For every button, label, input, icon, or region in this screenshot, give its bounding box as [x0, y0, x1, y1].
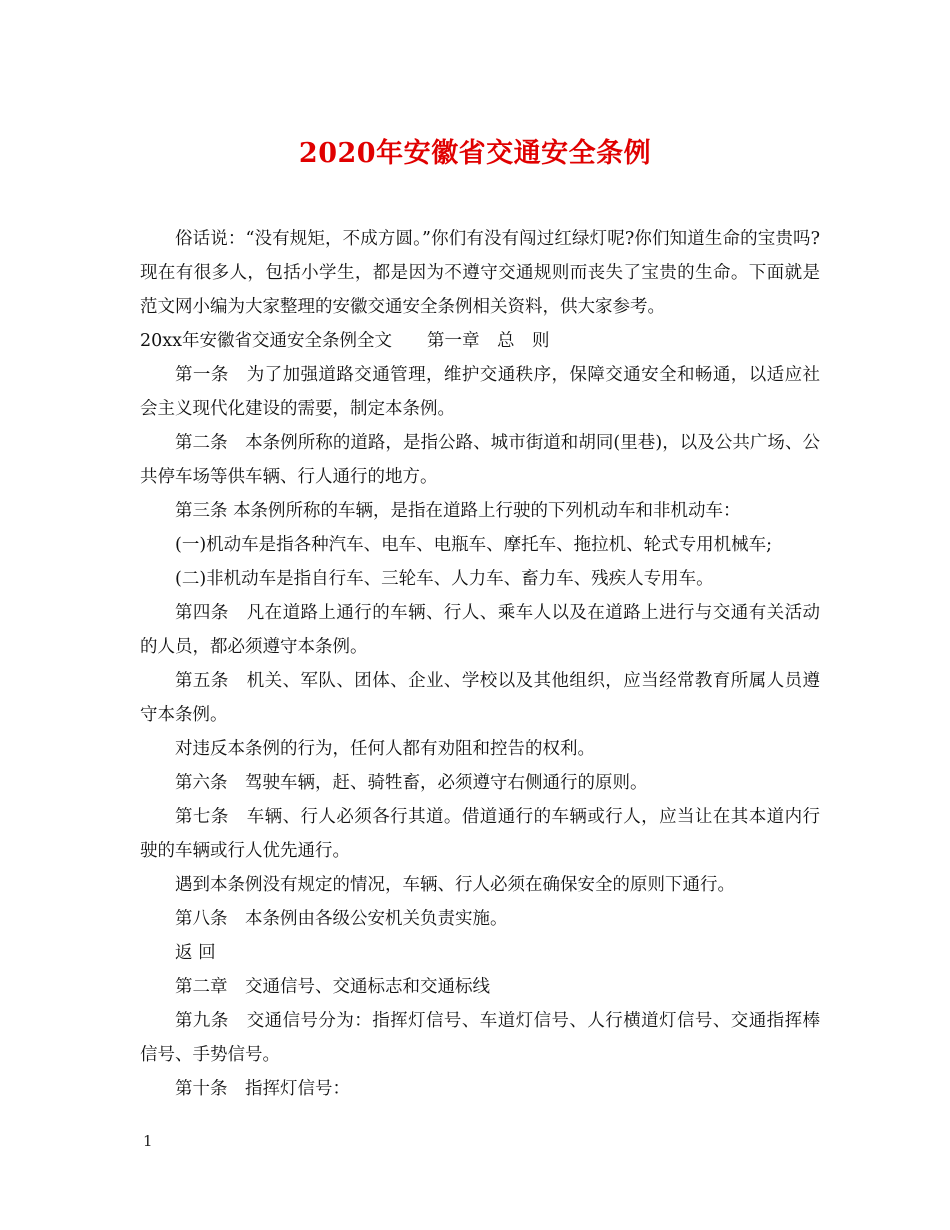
- paragraph: 第二章 交通信号、交通标志和交通标线: [175, 977, 490, 997]
- paragraph: 俗话说：“没有规矩，不成方圆。”你们有没有闯过红绿灯呢?你们知道生命的宝贵吗?现在有很多人，包括小学生，都是因为不遵守交通规则而丧失了宝贵的生命。下面就是范文网小编为大家整理的安徽交通安全条例相关资料，供大家参考。: [140, 229, 820, 317]
- document-body: [140, 222, 820, 1106]
- paragraph: 第五条 机关、军队、团体、企业、学校以及其他组织，应当经常教育所属人员遵守本条例。: [140, 671, 820, 725]
- paragraph: 第四条 凡在道路上通行的车辆、行人、乘车人以及在道路上进行与交通有关活动的人员，都必须遵守本条例。: [140, 603, 820, 657]
- paragraph: (一)机动车是指各种汽车、电车、电瓶车、摩托车、拖拉机、轮式专用机械车;: [175, 535, 773, 555]
- paragraph: 对违反本条例的行为，任何人都有劝阻和控告的权利。: [175, 739, 595, 759]
- paragraph: 第六条 驾驶车辆，赶、骑牲畜，必须遵守右侧通行的原则。: [175, 773, 648, 793]
- paragraph: 第三条 本条例所称的车辆，是指在道路上行驶的下列机动车和非机动车：: [175, 501, 741, 521]
- paragraph: 第十条 指挥灯信号：: [175, 1079, 350, 1099]
- paragraph: 遇到本条例没有规定的情况，车辆、行人必须在确保安全的原则下通行。: [175, 875, 735, 895]
- paragraph: 第二条 本条例所称的道路，是指公路、城市街道和胡同(里巷)，以及公共广场、公共停车场等供车辆、行人通行的地方。: [140, 433, 820, 487]
- page-number: 1: [143, 1132, 153, 1150]
- paragraph: (二)非机动车是指自行车、三轮车、人力车、畜力车、残疾人专用车。: [175, 569, 714, 589]
- paragraph: 第八条 本条例由各级公安机关负责实施。: [175, 909, 508, 929]
- paragraph: 返 回: [175, 943, 216, 963]
- paragraph: 第九条 交通信号分为：指挥灯信号、车道灯信号、人行横道灯信号、交通指挥棒信号、手势信号。: [140, 1011, 820, 1065]
- paragraph: 第七条 车辆、行人必须各行其道。借道通行的车辆或行人，应当让在其本道内行驶的车辆或行人优先通行。: [140, 807, 820, 861]
- document-title: 2020年安徽省交通安全条例: [298, 138, 652, 169]
- paragraph: 20xx年安徽省交通安全条例全文 第一章 总 则: [140, 331, 550, 351]
- paragraph: 第一条 为了加强道路交通管理，维护交通秩序，保障交通安全和畅通，以适应社会主义现代化建设的需要，制定本条例。: [140, 365, 820, 419]
